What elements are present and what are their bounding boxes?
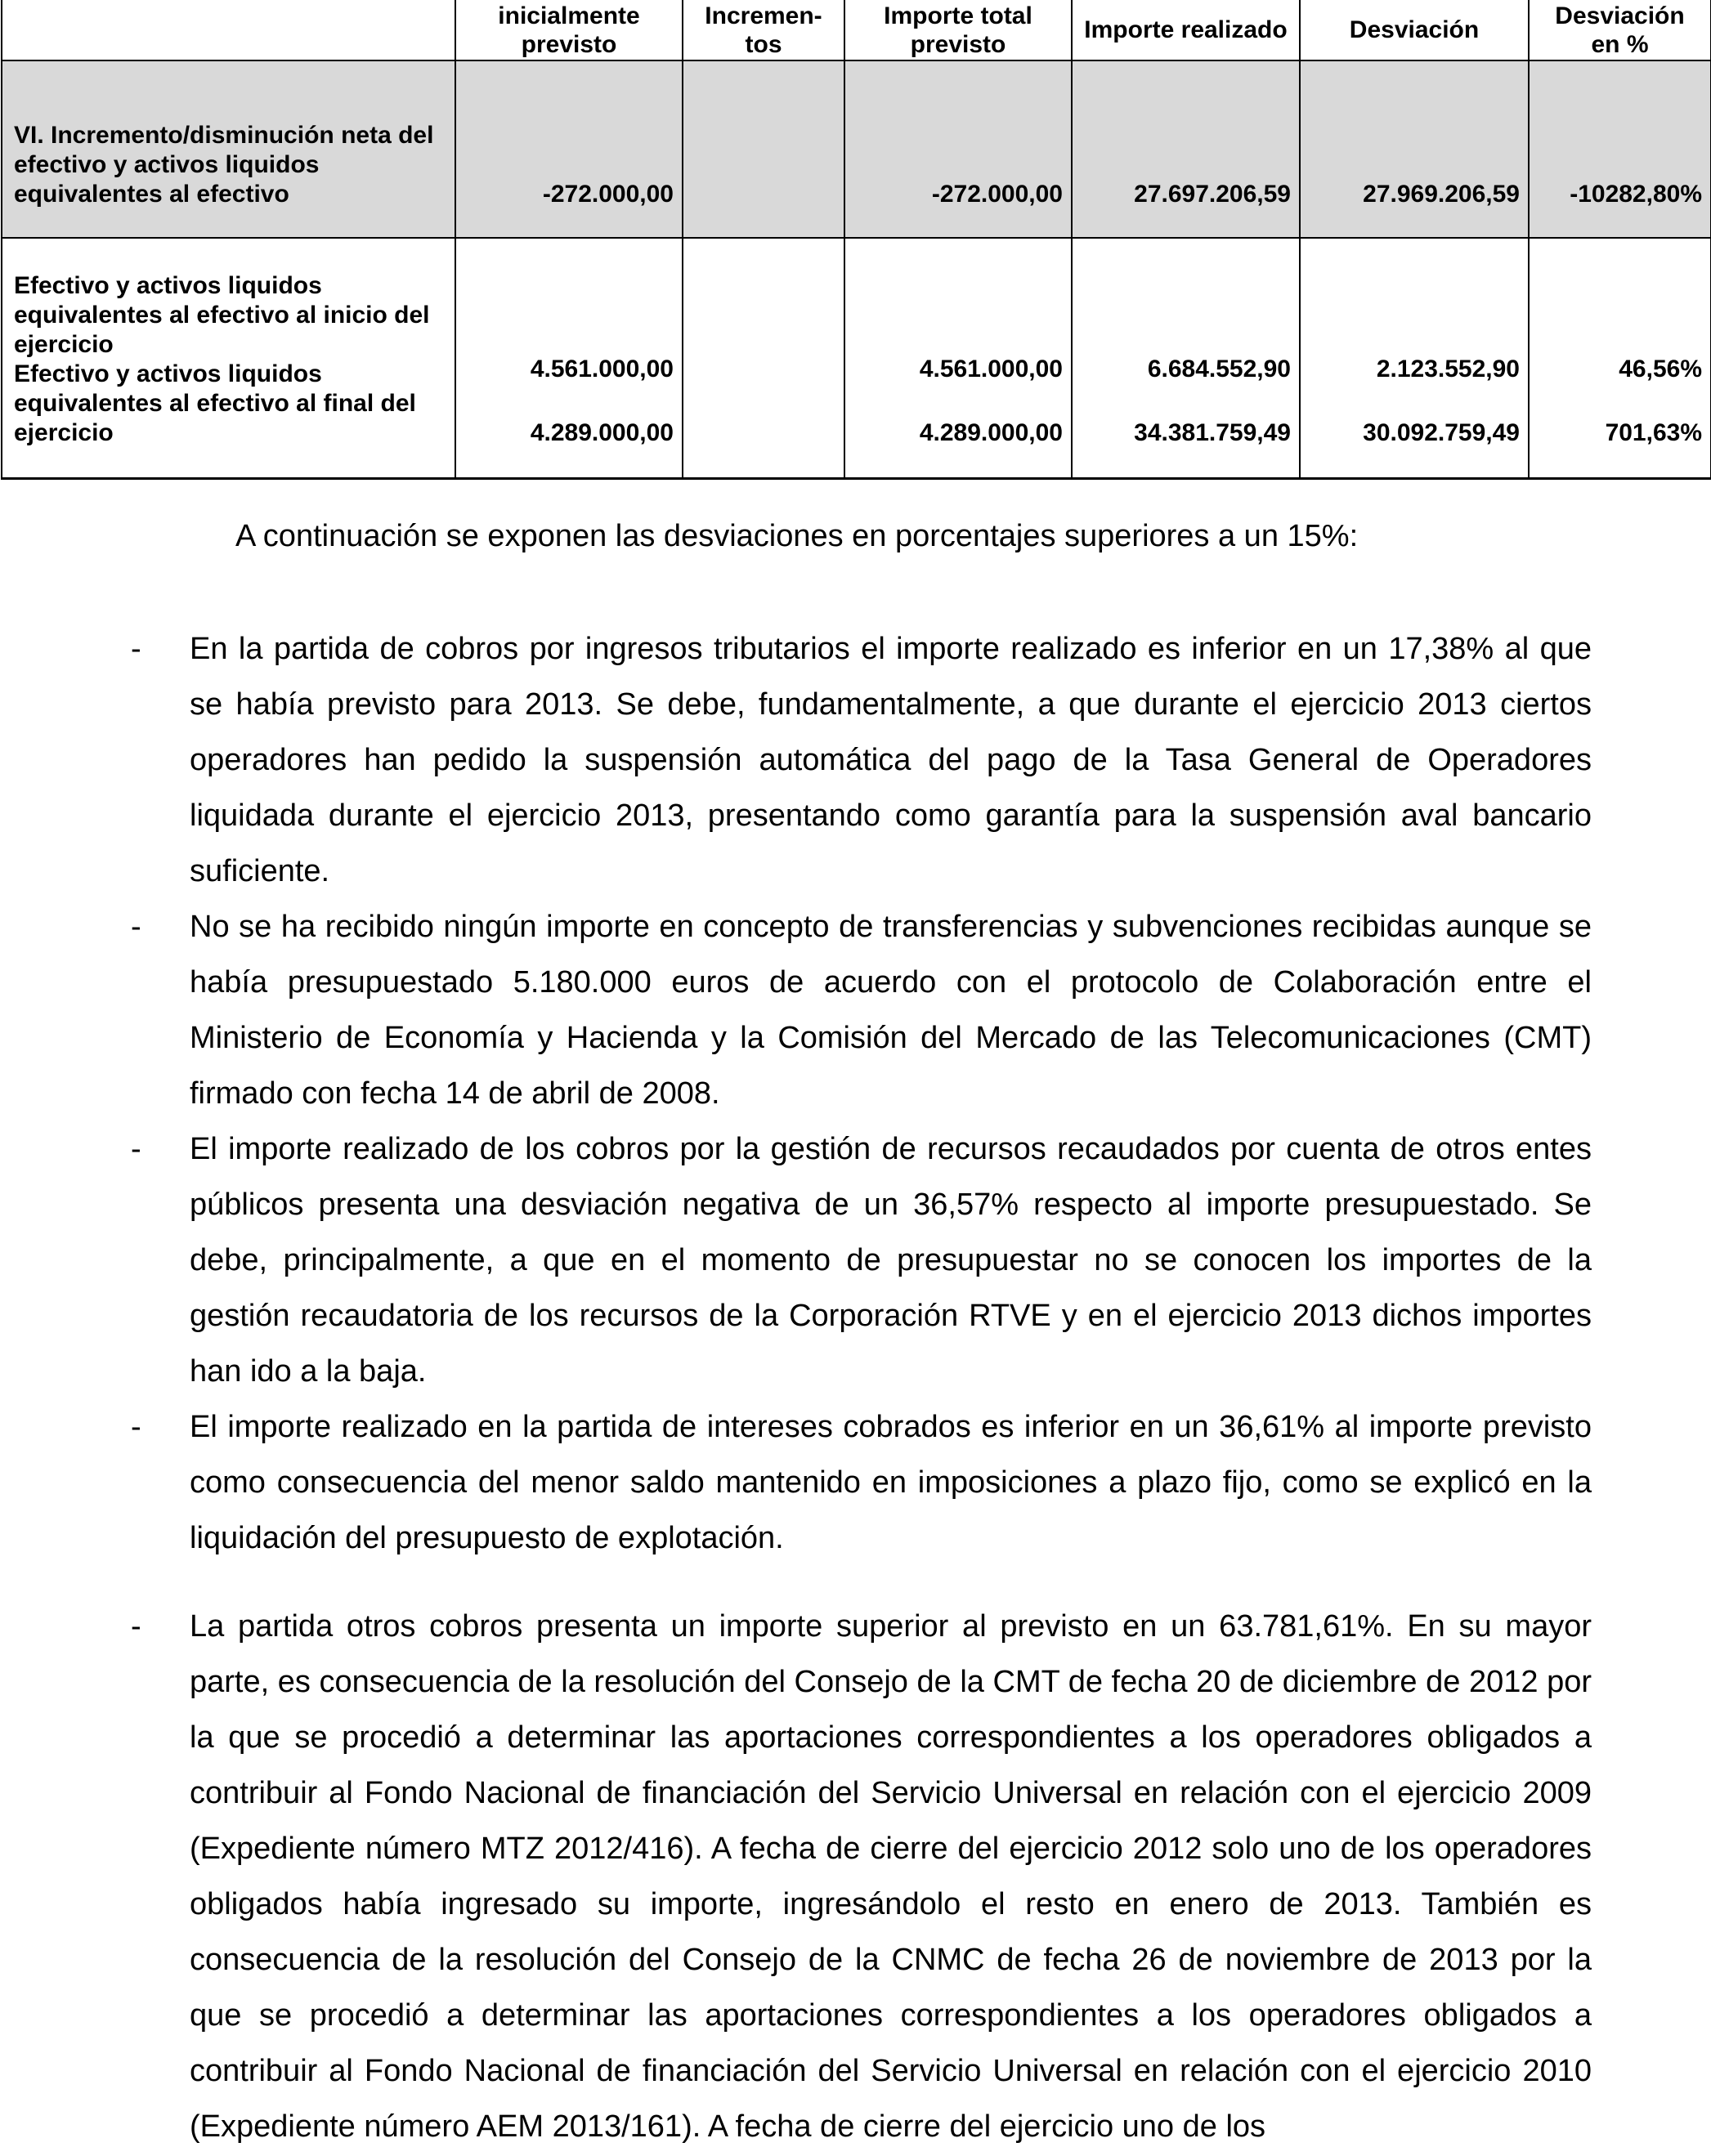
cell-total: 4.561.000,00 xyxy=(919,356,1063,382)
header-realizado: Importe realizado xyxy=(1072,0,1300,60)
header-inicial: inicialmente previsto xyxy=(455,0,683,60)
list-item-text: El importe realizado de los cobros por la gestión de recursos recaudados por cuenta de otros entes públicos presenta una desviación negativa de un 36,57% respecto al importe presupuestado. Se debe, principalmente, a que en el momento de presupuestar no se conocen los importes de la gestión recaudatoria de los recursos de la Corporación RTVE y en el ejercicio 2013 dichos importes han ido a la baja. xyxy=(190,1132,1592,1389)
row-concept: Efectivo y activos liquidos equivalentes al efectivo al final del ejercicio xyxy=(14,360,416,446)
cell-realizado: 34.381.759,49 xyxy=(1134,419,1291,446)
bullet-marker: - xyxy=(131,1410,141,1444)
list-item xyxy=(131,1121,1592,1399)
cell-pct: 46,56% xyxy=(1619,356,1702,382)
cell-realizado: 6.684.552,90 xyxy=(1147,356,1291,382)
cell-desviacion: 2.123.552,90 xyxy=(1376,356,1520,382)
list-item-text: La partida otros cobros presenta un importe superior al previsto en un 63.781,61%. En su mayor parte, es consecuencia de la resolución del Consejo de la CMT de fecha 20 de diciembre de 2012 por la que se procedió a determinar las aportaciones correspondientes a los operadores obligados a contribuir al Fondo Nacional de financiación del Servicio Universal en relación con el ejercicio 2009 (Expediente número MTZ 2012/416). A fecha de cierre del ejercicio 2012 solo uno de los operadores obligados había ingresado su importe, ingresándolo el resto en enero de 2013. También es consecuencia de la resolución del Consejo de la CNMC de fecha 26 de noviembre de 2013 por la que se procedió a determinar las aportaciones correspondientes a los operadores obligados a contribuir al Fondo Nacional de financiación del Servicio Universal en relación con el ejercicio 2010 (Expediente número AEM 2013/161). A fecha de cierre del ejercicio uno de los xyxy=(190,1609,1592,2144)
row-concept: Efectivo y activos liquidos equivalentes al efectivo al inicio del ejercicio xyxy=(14,272,430,358)
header-desviacion: Desviación xyxy=(1300,0,1529,60)
header-pct: Desviación en % xyxy=(1529,0,1711,60)
cash-flow-table xyxy=(1,0,1711,480)
cell-desviacion: 30.092.759,49 xyxy=(1363,419,1520,446)
list-item-text: El importe realizado en la partida de intereses cobrados es inferior en un 36,61% al importe previsto como consecuencia del menor saldo mantenido en imposiciones a plazo fijo, como se explicó en la liquidación del presupuesto de explotación. xyxy=(190,1410,1592,1555)
bullet-marker: - xyxy=(131,1609,141,1644)
cell-desviacion: 27.969.206,59 xyxy=(1300,60,1529,238)
header-incrementos: Incremen- tos xyxy=(683,0,844,60)
bullet-marker: - xyxy=(131,632,141,666)
list-item xyxy=(131,621,1592,899)
bullet-marker: - xyxy=(131,1132,141,1166)
list-item xyxy=(131,1599,1592,2154)
cell-pct: 701,63% xyxy=(1605,419,1702,446)
cell-total: -272.000,00 xyxy=(844,60,1072,238)
cell-incrementos xyxy=(683,60,844,238)
row-concept: VI. Incremento/disminución neta del efectivo y activos liquidos equivalentes al efectivo xyxy=(2,60,455,238)
deviation-list xyxy=(131,621,1592,2154)
table-row-group xyxy=(2,238,1711,479)
list-item-text: No se ha recibido ningún importe en concepto de transferencias y subvenciones recibidas aunque se había presupuestado 5.180.000 euros de acuerdo con el protocolo de Colaboración entre el Ministerio de Economía y Hacienda y la Comisión del Mercado de las Telecomunicaciones (CMT) firmado con fecha 14 de abril de 2008. xyxy=(190,910,1592,1111)
cell-total: 4.289.000,00 xyxy=(919,419,1063,446)
list-item-text: En la partida de cobros por ingresos tributarios el importe realizado es inferior en un 17,38% al que se había previsto para 2013. Se debe, fundamentalmente, a que durante el ejercicio 2013 ciertos operadores han pedido la suspensión automática del pago de la Tasa General de Operadores liquidada durante el ejercicio 2013, presentando como garantía para la suspensión aval bancario suficiente. xyxy=(190,632,1592,888)
bullet-marker: - xyxy=(131,910,141,944)
intro-paragraph: A continuación se exponen las desviaciones en porcentajes superiores a un 15%: xyxy=(235,519,1359,553)
cell-inicial: -272.000,00 xyxy=(455,60,683,238)
cell-pct: -10282,80% xyxy=(1529,60,1711,238)
cell-realizado: 27.697.206,59 xyxy=(1072,60,1300,238)
list-item xyxy=(131,899,1592,1121)
header-concept xyxy=(2,0,455,60)
table-row xyxy=(2,60,1711,238)
header-total: Importe total previsto xyxy=(844,0,1072,60)
list-item xyxy=(131,1399,1592,1566)
cell-inicial: 4.561.000,00 xyxy=(530,356,674,382)
table-header-row xyxy=(2,0,1711,60)
cell-inicial: 4.289.000,00 xyxy=(530,419,674,446)
